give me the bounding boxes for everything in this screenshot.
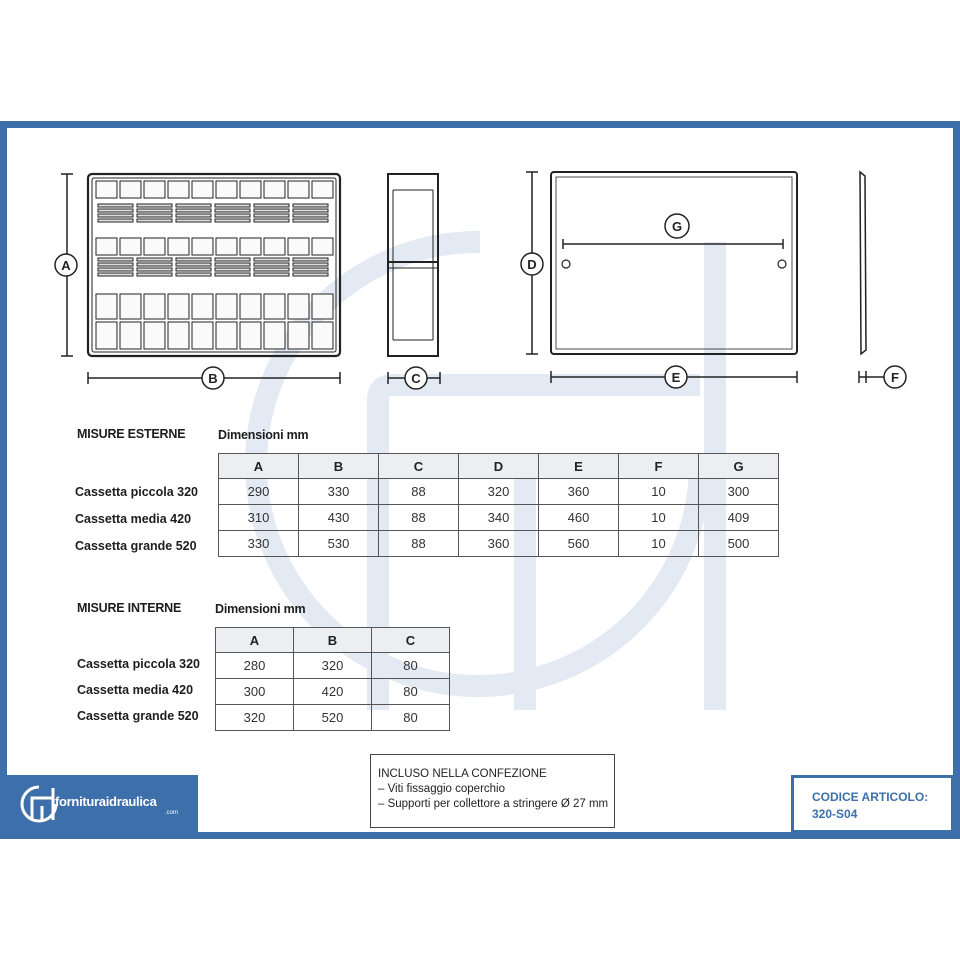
box-cell — [312, 322, 333, 349]
box-cell — [176, 263, 211, 266]
internal-subtitle: Dimensioni mm — [215, 602, 306, 616]
table-cell: 409 — [699, 505, 779, 531]
box-cell — [254, 258, 289, 261]
brand-logo-icon — [19, 784, 59, 824]
box-cell — [98, 209, 133, 212]
box-cell — [240, 294, 261, 319]
internal-row-label: Cassetta grande 520 — [77, 709, 199, 723]
table-cell: 310 — [219, 505, 299, 531]
box-cell — [96, 294, 117, 319]
table-cell: 300 — [699, 479, 779, 505]
box-cell — [293, 263, 328, 266]
table-cell: 80 — [372, 705, 450, 731]
box-cell — [176, 273, 211, 276]
box-cell — [240, 238, 261, 255]
box-cell — [168, 238, 189, 255]
front-view — [88, 174, 340, 356]
box-cell — [176, 258, 211, 261]
box-cell — [144, 238, 165, 255]
box-cell — [293, 273, 328, 276]
dimension-label-g: G — [671, 219, 683, 234]
table-cell: 320 — [216, 705, 294, 731]
article-code-box — [791, 775, 954, 833]
box-cell — [215, 263, 250, 266]
external-row-label: Cassetta piccola 320 — [75, 485, 198, 499]
box-cell — [264, 294, 285, 319]
table-cell: 320 — [459, 479, 539, 505]
box-cell — [98, 268, 133, 271]
box-cell — [254, 273, 289, 276]
dimension-label-d: D — [527, 257, 537, 272]
table-header-row — [216, 628, 450, 653]
box-cell — [254, 204, 289, 207]
package-item: – Viti fissaggio coperchio — [378, 783, 505, 795]
column-header: B — [299, 454, 379, 479]
internal-title: MISURE INTERNE — [77, 601, 182, 615]
internal-row-label: Cassetta media 420 — [77, 683, 194, 697]
article-code-label: CODICE ARTICOLO: — [812, 790, 929, 804]
box-cell — [96, 238, 117, 255]
table-cell: 320 — [294, 653, 372, 679]
box-cell — [176, 209, 211, 212]
table-cell: 360 — [459, 531, 539, 557]
table-cell: 300 — [216, 679, 294, 705]
dimension-label-e: E — [671, 370, 681, 385]
box-cell — [264, 322, 285, 349]
box-cell — [137, 204, 172, 207]
box-cell — [240, 322, 261, 349]
column-header: A — [219, 454, 299, 479]
table-cell: 10 — [619, 479, 699, 505]
external-dimensions-table — [218, 453, 779, 557]
box-cell — [192, 294, 213, 319]
box-cell — [312, 238, 333, 255]
table-row — [219, 479, 779, 505]
box-cell — [96, 181, 117, 198]
table-row — [219, 531, 779, 557]
package-item: – Supporti per collettore a stringere Ø 27 mm — [378, 798, 609, 810]
box-cell — [176, 219, 211, 222]
box-cell — [137, 219, 172, 222]
box-cell — [98, 258, 133, 261]
column-header: G — [699, 454, 779, 479]
table-cell: 430 — [299, 505, 379, 531]
box-cell — [288, 238, 309, 255]
box-cell — [137, 273, 172, 276]
table-cell: 80 — [372, 679, 450, 705]
box-cell — [215, 268, 250, 271]
table-cell: 88 — [379, 531, 459, 557]
box-cell — [176, 214, 211, 217]
box-cell — [176, 268, 211, 271]
box-cell — [216, 294, 237, 319]
box-cell — [216, 181, 237, 198]
box-cell — [254, 219, 289, 222]
table-row — [219, 505, 779, 531]
side-view — [388, 174, 438, 356]
box-cell — [293, 268, 328, 271]
table-row — [216, 679, 450, 705]
box-cell — [168, 294, 189, 319]
box-cell — [144, 294, 165, 319]
table-cell: 460 — [539, 505, 619, 531]
table-cell: 330 — [299, 479, 379, 505]
box-cell — [216, 322, 237, 349]
box-cell — [312, 294, 333, 319]
box-cell — [254, 263, 289, 266]
box-cell — [168, 181, 189, 198]
cover-side-view — [860, 172, 866, 354]
internal-dimensions-table — [215, 627, 450, 731]
internal-row-label: Cassetta piccola 320 — [77, 657, 200, 671]
box-cell — [144, 181, 165, 198]
box-cell — [293, 209, 328, 212]
table-cell: 560 — [539, 531, 619, 557]
box-cell — [120, 322, 141, 349]
box-cell — [137, 209, 172, 212]
box-cell — [137, 258, 172, 261]
table-cell: 80 — [372, 653, 450, 679]
table-cell: 290 — [219, 479, 299, 505]
table-cell: 420 — [294, 679, 372, 705]
box-cell — [98, 273, 133, 276]
box-cell — [215, 273, 250, 276]
box-cell — [144, 322, 165, 349]
external-subtitle: Dimensioni mm — [218, 428, 309, 442]
table-cell: 500 — [699, 531, 779, 557]
box-cell — [288, 181, 309, 198]
box-cell — [264, 238, 285, 255]
box-cell — [96, 322, 117, 349]
box-cell — [288, 322, 309, 349]
box-cell — [120, 294, 141, 319]
table-row — [216, 653, 450, 679]
box-cell — [312, 181, 333, 198]
box-cell — [168, 322, 189, 349]
box-cell — [120, 238, 141, 255]
table-cell: 520 — [294, 705, 372, 731]
article-code-value: 320-S04 — [812, 807, 858, 821]
box-cell — [254, 268, 289, 271]
box-cell — [293, 204, 328, 207]
table-header-row — [219, 454, 779, 479]
table-cell: 10 — [619, 531, 699, 557]
table-cell: 88 — [379, 479, 459, 505]
column-header: D — [459, 454, 539, 479]
table-row — [216, 705, 450, 731]
external-row-label: Cassetta grande 520 — [75, 539, 197, 553]
box-cell — [98, 219, 133, 222]
box-cell — [288, 294, 309, 319]
external-row-label: Cassetta media 420 — [75, 512, 192, 526]
external-title: MISURE ESTERNE — [77, 427, 186, 441]
brand-logo[interactable] — [7, 775, 198, 832]
box-cell — [215, 219, 250, 222]
brand-name: fornituraidraulica — [55, 794, 157, 809]
table-cell: 340 — [459, 505, 539, 531]
box-cell — [176, 204, 211, 207]
box-cell — [293, 219, 328, 222]
table-cell: 88 — [379, 505, 459, 531]
column-header: A — [216, 628, 294, 653]
table-cell: 330 — [219, 531, 299, 557]
box-cell — [215, 258, 250, 261]
box-cell — [215, 209, 250, 212]
box-cell — [264, 181, 285, 198]
column-header: B — [294, 628, 372, 653]
table-cell: 10 — [619, 505, 699, 531]
package-contents-box — [370, 754, 615, 828]
column-header: C — [379, 454, 459, 479]
box-cell — [120, 181, 141, 198]
dimension-label-a: A — [61, 258, 71, 273]
box-cell — [98, 214, 133, 217]
box-cell — [215, 214, 250, 217]
column-header: F — [619, 454, 699, 479]
column-header: C — [372, 628, 450, 653]
dimension-f — [859, 371, 885, 383]
box-cell — [192, 322, 213, 349]
box-cell — [240, 181, 261, 198]
dimension-label-c: C — [411, 371, 421, 386]
box-cell — [192, 238, 213, 255]
cover-view — [551, 172, 797, 354]
box-cell — [254, 209, 289, 212]
box-cell — [192, 181, 213, 198]
column-header: E — [539, 454, 619, 479]
box-cell — [98, 263, 133, 266]
table-cell: 360 — [539, 479, 619, 505]
box-cell — [137, 214, 172, 217]
table-cell: 280 — [216, 653, 294, 679]
box-cell — [137, 268, 172, 271]
table-cell: 530 — [299, 531, 379, 557]
brand-suffix: .com — [165, 810, 179, 816]
box-cell — [293, 214, 328, 217]
box-cell — [216, 238, 237, 255]
box-cell — [137, 263, 172, 266]
package-title: INCLUSO NELLA CONFEZIONE — [378, 768, 547, 780]
dimension-label-b: B — [208, 371, 218, 386]
box-cell — [98, 204, 133, 207]
box-cell — [254, 214, 289, 217]
box-cell — [293, 258, 328, 261]
dimension-label-f: F — [891, 370, 899, 385]
box-cell — [215, 204, 250, 207]
